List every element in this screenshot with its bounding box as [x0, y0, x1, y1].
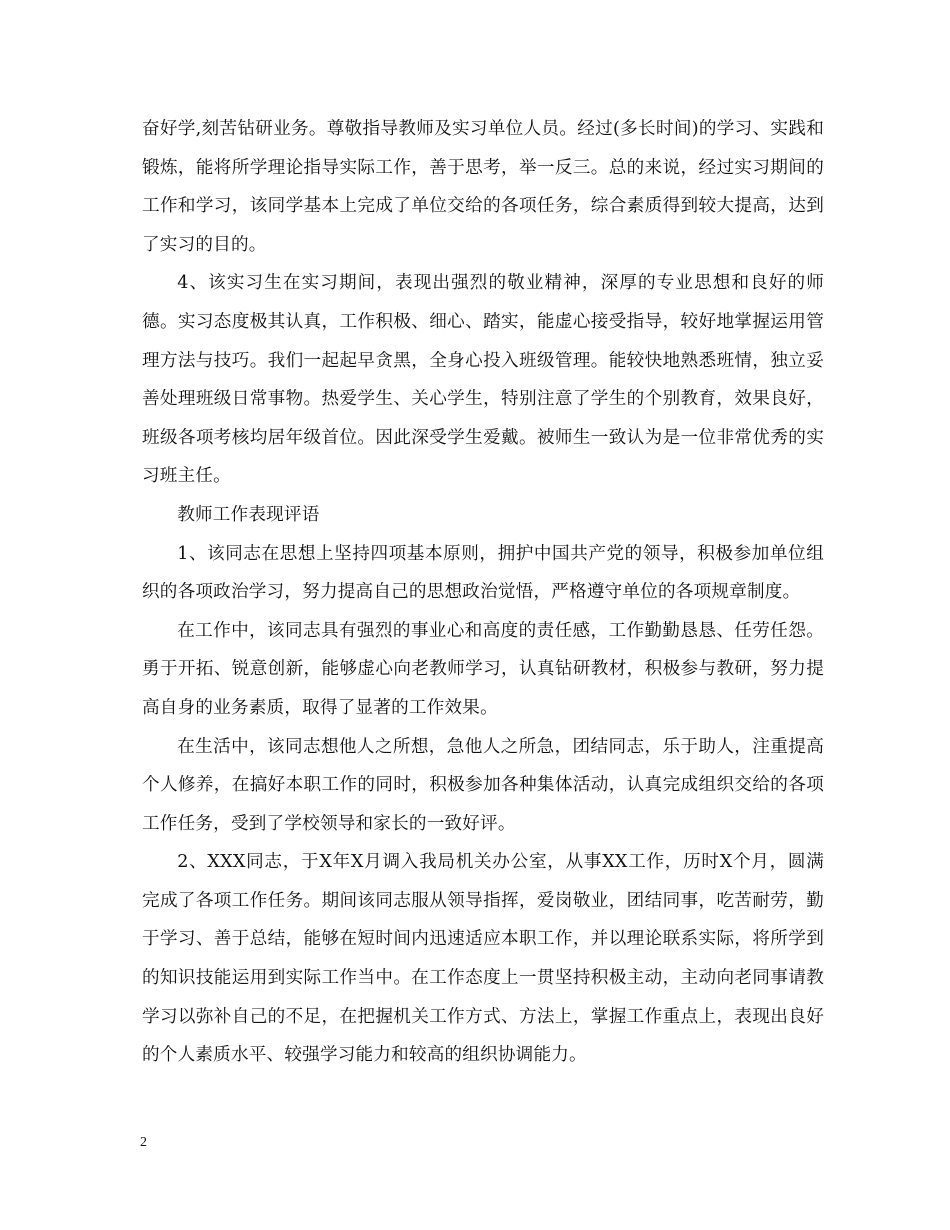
- paragraph-work: 在工作中，该同志具有强烈的事业心和高度的责任感，工作勤勤恳恳、任劳任怨。勇于开拓、锐意创新，能够虚心向老教师学习，认真钻研教材，积极参与教研，努力提高自身的业务素质，取得了显著的工作效果。: [142, 620, 824, 718]
- paragraph-item-4: 4、该实习生在实习期间，表现出强烈的敬业精神，深厚的专业思想和良好的师德。实习态度极其认真，工作积极、细心、踏实，能虚心接受指导，较好地掌握运用管理方法与技巧。我们一起起早贪黑，全身心投入班级管理。能较快地熟悉班情，独立妥善处理班级日常事物。热爱学生、关心学生，特别注意了学生的个别教育，效果良好，班级各项考核均居年级首位。因此深受学生爱戴。被师生一致认为是一位非常优秀的实习班主任。: [142, 273, 824, 487]
- section-heading: 教师工作表现评语: [177, 504, 320, 525]
- paragraph-item-2: 2、XXX同志，于X年X月调入我局机关办公室，从事XX工作，历时X个月，圆满完成了各项工作任务。期间该同志服从领导指挥，爱岗敬业，团结同事，吃苦耐劳，勤于学习、善于总结，能够在短时间内迅速适应本职工作，并以理论联系实际，将所学到的知识技能运用到实际工作当中。在工作态度上一贯坚持积极主动，主动向老同事请教学习以弥补自己的不足，在把握机关工作方式、方法上，掌握工作重点上，表现出良好的个人素质水平、较强学习能力和较高的组织协调能力。: [142, 852, 824, 1066]
- document-body: [142, 110, 824, 1075]
- paragraph-life: 在生活中，该同志想他人之所想，急他人之所急，团结同志，乐于助人，注重提高个人修养，在搞好本职工作的同时，积极参加各种集体活动，认真完成组织交给的各项工作任务，受到了学校领导和家长的一致好评。: [142, 736, 824, 834]
- paragraph-continuation: 奋好学,刻苦钻研业务。尊敬指导教师及实习单位人员。经过(多长时间)的学习、实践和锻炼，能将所学理论指导实际工作，善于思考，举一反三。总的来说，经过实习期间的工作和学习，该同学基本上完成了单位交给的各项任务，综合素质得到较大提高，达到了实习的目的。: [142, 119, 824, 255]
- page-number: 2: [140, 1135, 147, 1150]
- paragraph-item-1: 1、该同志在思想上坚持四项基本原则，拥护中国共产党的领导，积极参加单位组织的各项政治学习，努力提高自己的思想政治觉悟，严格遵守单位的各项规章制度。: [142, 543, 824, 603]
